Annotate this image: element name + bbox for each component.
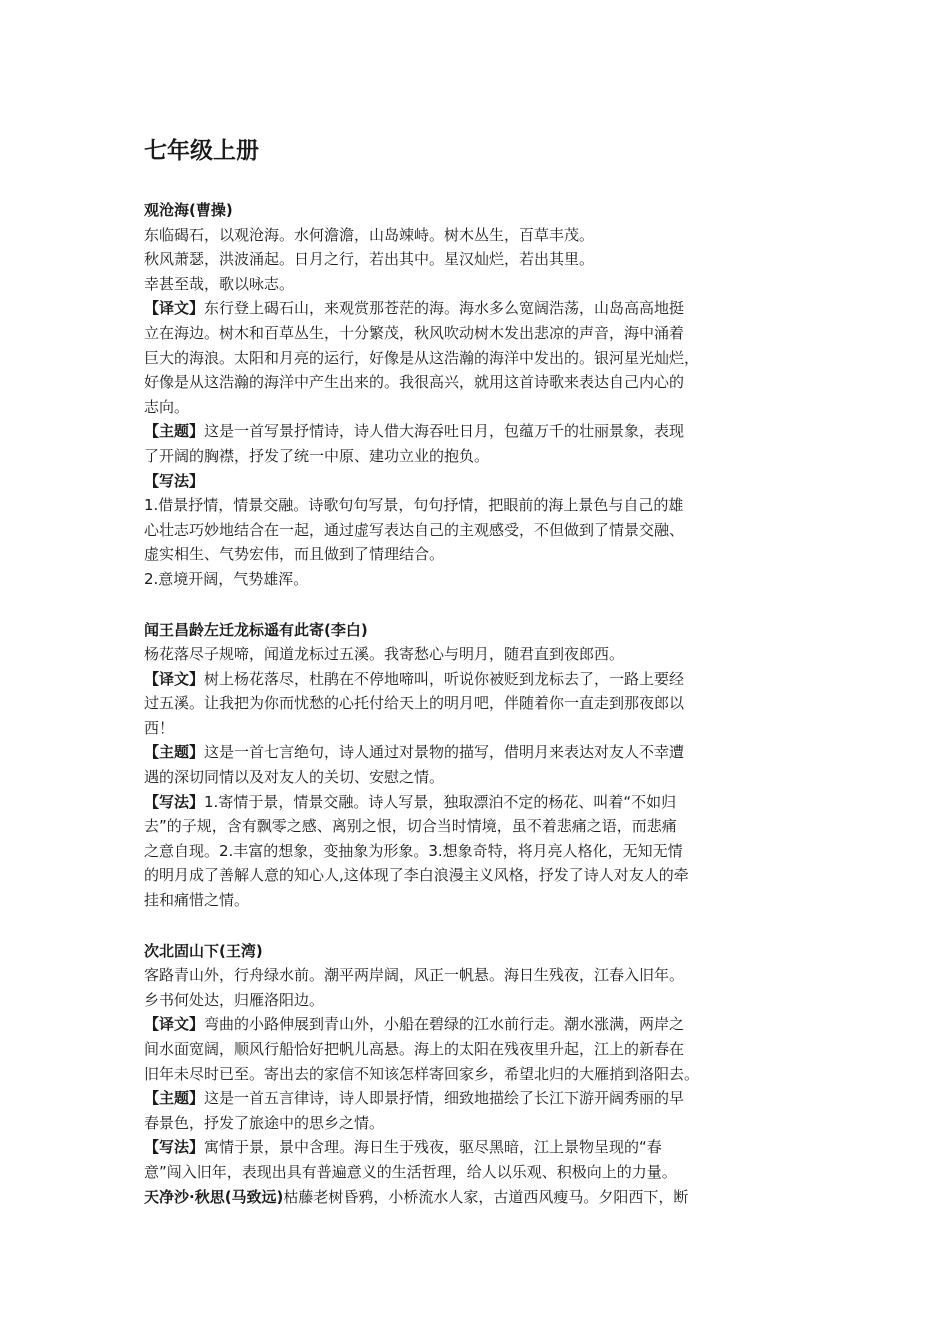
translation-text: 树上杨花落尽，杜鹃在不停地啼叫，听说你被贬到龙标去了，一路上要经 [204,669,685,688]
translation-text: 东行登上碣石山，来观赏那苍茫的海。海水多么宽阔浩荡，山岛高高地挺 [204,299,685,318]
translation-line: 旧年未尽时已至。寄出去的家信不知该怎样寄回家乡，希望北归的大雁捎到洛阳去。 [144,1064,700,1083]
method-line: 的明月成了善解人意的知心人,这体现了李白浪漫主义风格，抒发了诗人对友人的牵 [144,866,689,885]
method-line: 1.借景抒情，情景交融。诗歌句句写景，句句抒情，把眼前的海上景色与自己的雄 [144,496,684,515]
theme-text: 这是一首五言律诗，诗人即景抒情，细致地描绘了长江下游开阔秀丽的早 [204,1089,685,1108]
translation-line: 巨大的海浪。太阳和月亮的运行，好像是从这浩瀚的海洋中发出的。银河星光灿烂， [144,348,700,367]
theme-line: 遇的深切同情以及对友人的关切、安慰之情。 [144,768,445,787]
translation-tag: 【译文】 [144,299,205,318]
translation-line: 立在海边。树木和百草丛生，十分繁茂，秋风吹动树木发出悲凉的声音，海中涌着 [144,323,685,342]
poem-title: 观沧海(曹操) [144,201,233,219]
method-text: 寓情于景，景中含理。海日生于残夜，驱尽黑暗，江上景物呈现的“春 [204,1138,662,1157]
poem-title: 次北固山下(王湾) [144,941,263,960]
translation-text: 弯曲的小路伸展到青山外，小船在碧绿的江水前行走。潮水涨满，两岸之 [204,1015,685,1034]
method-line: 意”闯入旧年，表现出具有普遍意义的生活哲理，给人以乐观、积极向上的力量。 [144,1162,677,1181]
poem-title: 天净沙·秋思(马致远) [144,1187,284,1206]
poem-text: 枯藤老树昏鸦，小桥流水人家，古道西风瘦马。夕阳西下，断 [283,1187,689,1206]
translation-line: 过五溪。让我把为你而忧愁的心托付给天上的明月吧，伴随着你一直走到那夜郎以 [144,694,685,713]
theme-text: 这是一首七言绝句，诗人通过对景物的描写，借明月来表达对友人不幸遭 [204,743,685,762]
poem-line: 秋风萧瑟，洪波涌起。日月之行，若出其中。星汉灿烂，若出其里。 [144,250,595,269]
poem-line: 乡书何处达，归雁洛阳边。 [144,990,325,1009]
method-line: 之意自现。2.丰富的想象，变抽象为形象。3.想象奇特，将月亮人格化，无知无情 [144,841,683,860]
theme-line [144,419,800,444]
poem-line [144,1185,800,1210]
poem-line: 东临碣石，以观沧海。水何澹澹，山岛竦峙。树木丛生，百草丰茂。 [144,225,595,244]
translation-line [144,1012,800,1037]
theme-line [144,1086,800,1111]
document-page [144,134,800,1209]
translation-tag: 【译文】 [144,669,205,688]
page-title: 七年级上册 [144,138,259,164]
method-line [144,1135,800,1160]
method-tag: 【写法】 [144,471,205,490]
method-tag: 【写法】 [144,792,205,811]
translation-line [144,667,800,692]
poem-line: 杨花落尽子规啼，闻道龙标过五溪。我寄愁心与明月，随君直到夜郎西。 [144,645,625,664]
theme-line [144,740,800,765]
method-tag: 【写法】 [144,1138,205,1157]
method-line: 心壮志巧妙地结合在一起，通过虚写表达自己的主观感受，不但做到了情景交融、 [144,520,685,539]
translation-line: 好像是从这浩瀚的海洋中产生出来的。我很高兴，就用这首诗歌来表达自己内心的 [144,373,685,392]
poem-line: 幸甚至哉，歌以咏志。 [144,274,295,293]
translation-line: 志向。 [144,397,190,416]
method-line [144,790,800,815]
translation-line: 西！ [144,718,175,737]
method-line: 2.意境开阔，气势雄浑。 [144,569,309,588]
method-text: 1.寄情于景，情景交融。诗人写景，独取漂泊不定的杨花、叫着“不如归 [204,792,677,811]
theme-line: 春景色，抒发了旅途中的思乡之情。 [144,1113,385,1132]
poem-section [144,939,800,1210]
poem-title: 闻王昌龄左迁龙标遥有此寄(李白) [144,620,368,639]
poem-line: 客路青山外，行舟绿水前。潮平两岸阔，风正一帆悬。海日生残夜，江春入旧年。 [144,966,685,985]
method-line: 虚实相生、气势宏伟，而且做到了情理结合。 [144,545,445,564]
translation-line: 间水面宽阔，顺风行船恰好把帆儿高悬。海上的太阳在残夜里升起，江上的新春在 [144,1040,685,1058]
method-line: 挂和痛惜之情。 [144,891,250,910]
translation-line [144,296,800,321]
theme-tag: 【主题】 [144,422,205,441]
theme-line: 了开阔的胸襟，抒发了统一中原、建功立业的抱负。 [144,446,490,465]
theme-tag: 【主题】 [144,1089,205,1108]
method-line: 去”的子规，含有飘零之感、离别之恨，切合当时情境，虽不着悲痛之语，而悲痛 [144,817,677,836]
theme-text: 这是一首写景抒情诗，诗人借大海吞吐日月，包蕴万千的壮丽景象，表现 [204,422,685,441]
theme-tag: 【主题】 [144,743,205,762]
translation-tag: 【译文】 [144,1015,205,1034]
poem-section [144,618,800,913]
poem-section [144,198,800,592]
